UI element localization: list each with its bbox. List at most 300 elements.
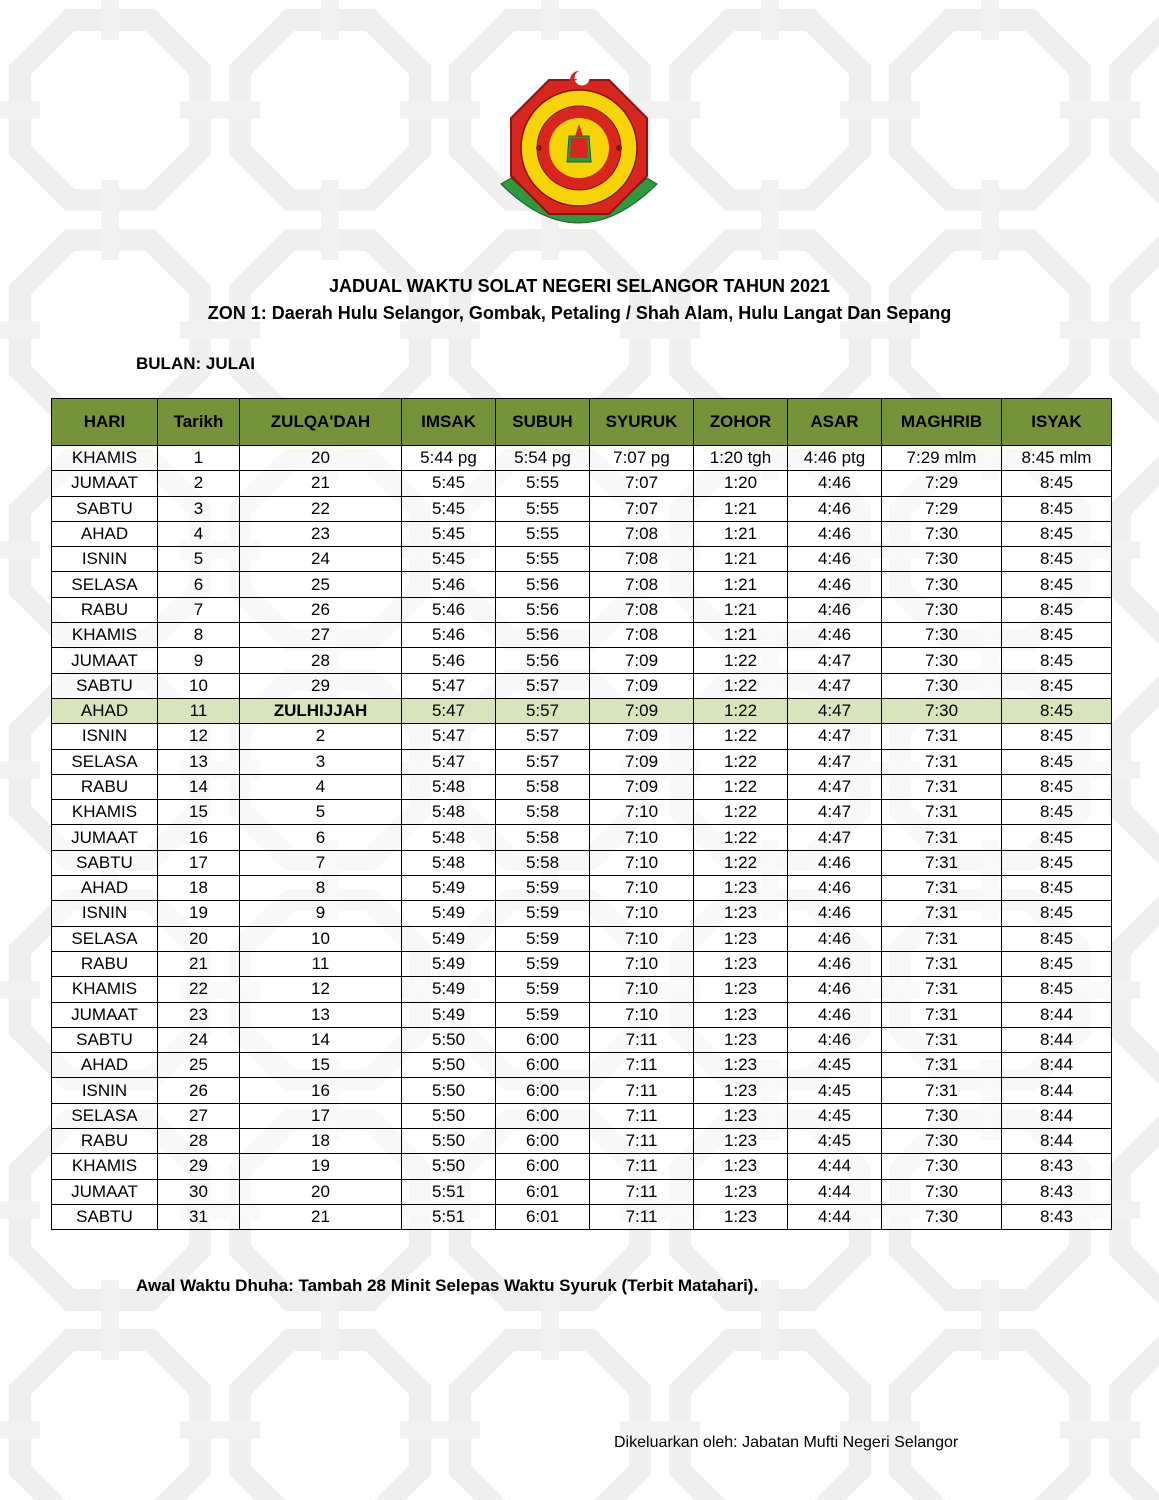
table-cell: 7:10: [590, 951, 694, 976]
table-cell: 6:01: [496, 1204, 590, 1229]
table-row: [52, 724, 1112, 749]
issuer-line: Dikeluarkan oleh: Jabatan Mufti Negeri Selangor: [614, 1434, 959, 1451]
table-cell: 5:49: [402, 876, 496, 901]
table-cell: 7: [240, 850, 402, 875]
table-cell: 5:57: [496, 673, 590, 698]
table-cell: 7:08: [590, 521, 694, 546]
table-cell: 7:30: [882, 1154, 1002, 1179]
table-cell: 9: [158, 648, 240, 673]
table-cell: 5:46: [402, 597, 496, 622]
table-cell: 5:59: [496, 926, 590, 951]
table-cell: 8:45: [1002, 876, 1112, 901]
table-cell: 8:44: [1002, 1103, 1112, 1128]
table-cell: 12: [240, 977, 402, 1002]
table-cell: 7:30: [882, 1179, 1002, 1204]
table-row: [52, 446, 1112, 471]
table-cell: 1:22: [694, 850, 788, 875]
table-cell: 20: [240, 446, 402, 471]
table-cell: 8:45 mlm: [1002, 446, 1112, 471]
table-cell: 6:00: [496, 1027, 590, 1052]
table-cell: 4:46: [788, 876, 882, 901]
table-cell: 1:23: [694, 1002, 788, 1027]
table-cell: 4:46: [788, 1002, 882, 1027]
table-cell: 13: [240, 1002, 402, 1027]
table-cell: 3: [158, 496, 240, 521]
table-cell: 7:31: [882, 724, 1002, 749]
table-cell: 8:45: [1002, 774, 1112, 799]
table-cell: 5:47: [402, 749, 496, 774]
table-cell: AHAD: [52, 876, 158, 901]
table-cell: 31: [158, 1204, 240, 1229]
table-cell: 5:51: [402, 1204, 496, 1229]
table-cell: 8:45: [1002, 572, 1112, 597]
table-cell: JUMAAT: [52, 648, 158, 673]
table-cell: 24: [158, 1027, 240, 1052]
table-cell: 28: [240, 648, 402, 673]
table-row: [52, 749, 1112, 774]
table-cell: 7:31: [882, 901, 1002, 926]
table-cell: 5:55: [496, 547, 590, 572]
table-cell: 4:45: [788, 1078, 882, 1103]
table-cell: ISNIN: [52, 901, 158, 926]
table-cell: 1:23: [694, 1204, 788, 1229]
month-label: BULAN: JULAI: [136, 354, 255, 373]
table-cell: 4:45: [788, 1103, 882, 1128]
table-cell: 5:59: [496, 977, 590, 1002]
table-row: [52, 572, 1112, 597]
table-cell: 5:46: [402, 623, 496, 648]
table-cell: 7:30: [882, 1129, 1002, 1154]
table-cell: 1:22: [694, 648, 788, 673]
table-cell: 8:43: [1002, 1204, 1112, 1229]
table-cell: 20: [158, 926, 240, 951]
table-cell: 5:47: [402, 673, 496, 698]
column-header: HARI: [52, 399, 158, 446]
table-cell: 19: [158, 901, 240, 926]
table-cell: 3: [240, 749, 402, 774]
table-cell: 5:55: [496, 471, 590, 496]
table-header-row: [52, 399, 1112, 446]
table-cell: 5:59: [496, 901, 590, 926]
table-cell: SELASA: [52, 926, 158, 951]
table-cell: KHAMIS: [52, 977, 158, 1002]
table-cell: 5:45: [402, 547, 496, 572]
table-cell: 7:11: [590, 1129, 694, 1154]
table-cell: 4:47: [788, 825, 882, 850]
table-row: [52, 850, 1112, 875]
table-cell: 12: [158, 724, 240, 749]
table-cell: 1: [158, 446, 240, 471]
table-cell: 28: [158, 1129, 240, 1154]
table-cell: 8: [158, 623, 240, 648]
table-cell: 4:46: [788, 951, 882, 976]
table-row: [52, 926, 1112, 951]
table-cell: 8:45: [1002, 521, 1112, 546]
table-row: [52, 774, 1112, 799]
table-row: [52, 1027, 1112, 1052]
table-cell: 7:10: [590, 850, 694, 875]
table-row: [52, 800, 1112, 825]
table-cell: 7:31: [882, 977, 1002, 1002]
table-row: [52, 951, 1112, 976]
table-row: [52, 648, 1112, 673]
table-cell: 5: [240, 800, 402, 825]
table-cell: 29: [158, 1154, 240, 1179]
table-cell: 1:21: [694, 496, 788, 521]
table-cell: 4:44: [788, 1204, 882, 1229]
table-cell: 7:07: [590, 496, 694, 521]
table-cell: 8:45: [1002, 698, 1112, 723]
table-row: [52, 673, 1112, 698]
table-cell: 21: [240, 1204, 402, 1229]
table-cell: 6:00: [496, 1154, 590, 1179]
table-row: [52, 1129, 1112, 1154]
table-cell: 1:22: [694, 825, 788, 850]
table-cell: 7:29 mlm: [882, 446, 1002, 471]
table-cell: 7:30: [882, 572, 1002, 597]
table-cell: 2: [158, 471, 240, 496]
table-cell: 5:59: [496, 876, 590, 901]
table-cell: 8:44: [1002, 1053, 1112, 1078]
table-cell: 5:58: [496, 825, 590, 850]
table-row: [52, 825, 1112, 850]
table-cell: 5:45: [402, 496, 496, 521]
table-cell: 7:09: [590, 648, 694, 673]
table-cell: 4:47: [788, 800, 882, 825]
table-cell: 1:23: [694, 1179, 788, 1204]
table-cell: 5:50: [402, 1103, 496, 1128]
table-cell: 5:54 pg: [496, 446, 590, 471]
column-header: MAGHRIB: [882, 399, 1002, 446]
table-cell: 4:46: [788, 572, 882, 597]
table-cell: 8:44: [1002, 1078, 1112, 1103]
table-cell: 6:00: [496, 1078, 590, 1103]
table-cell: 4:45: [788, 1129, 882, 1154]
table-cell: 7:30: [882, 648, 1002, 673]
dhuha-note: Awal Waktu Dhuha: Tambah 28 Minit Selepas Waktu Syuruk (Terbit Matahari).: [136, 1276, 759, 1295]
table-cell: 30: [158, 1179, 240, 1204]
table-cell: AHAD: [52, 521, 158, 546]
table-cell: 4:46: [788, 901, 882, 926]
table-row: [52, 471, 1112, 496]
document-title: JADUAL WAKTU SOLAT NEGERI SELANGOR TAHUN 2021: [328, 276, 831, 296]
table-cell: 8:45: [1002, 825, 1112, 850]
table-cell: 1:22: [694, 724, 788, 749]
table-cell: 7:30: [882, 1204, 1002, 1229]
table-cell: SABTU: [52, 496, 158, 521]
table-cell: 5:50: [402, 1053, 496, 1078]
table-cell: 8:45: [1002, 951, 1112, 976]
table-cell: 1:22: [694, 774, 788, 799]
table-cell: 25: [158, 1053, 240, 1078]
table-cell: 4:46 ptg: [788, 446, 882, 471]
table-cell: 5:55: [496, 521, 590, 546]
column-header: ZOHOR: [694, 399, 788, 446]
table-cell: 8:44: [1002, 1027, 1112, 1052]
table-cell: RABU: [52, 774, 158, 799]
table-cell: 5:48: [402, 800, 496, 825]
table-cell: KHAMIS: [52, 446, 158, 471]
table-cell: 4:47: [788, 724, 882, 749]
table-row: [52, 1002, 1112, 1027]
table-cell: 4:44: [788, 1179, 882, 1204]
table-cell: 5: [158, 547, 240, 572]
table-cell: 11: [240, 951, 402, 976]
table-cell: 7:11: [590, 1103, 694, 1128]
table-cell: 18: [158, 876, 240, 901]
table-cell: 7:31: [882, 774, 1002, 799]
table-row: [52, 1154, 1112, 1179]
table-cell: 4:46: [788, 496, 882, 521]
table-cell: 5:48: [402, 825, 496, 850]
table-cell: 8:45: [1002, 547, 1112, 572]
table-cell: 18: [240, 1129, 402, 1154]
table-cell: SELASA: [52, 749, 158, 774]
table-cell: KHAMIS: [52, 1154, 158, 1179]
table-cell: 13: [158, 749, 240, 774]
table-cell: 8:44: [1002, 1129, 1112, 1154]
table-cell: 8:43: [1002, 1179, 1112, 1204]
table-cell: 7:11: [590, 1154, 694, 1179]
table-cell: 5:47: [402, 724, 496, 749]
table-cell: 7:31: [882, 1027, 1002, 1052]
table-cell: 4:47: [788, 673, 882, 698]
table-cell: 7: [158, 597, 240, 622]
table-cell: 6:00: [496, 1129, 590, 1154]
table-cell: 8:45: [1002, 597, 1112, 622]
table-cell: 7:10: [590, 800, 694, 825]
table-cell: 8:45: [1002, 926, 1112, 951]
table-cell: 7:31: [882, 876, 1002, 901]
table-cell: 4:46: [788, 1027, 882, 1052]
table-row: [52, 1053, 1112, 1078]
table-row: [52, 1179, 1112, 1204]
table-cell: SABTU: [52, 1027, 158, 1052]
table-cell: 4:47: [788, 698, 882, 723]
table-cell: 8:45: [1002, 471, 1112, 496]
table-cell: 7:09: [590, 724, 694, 749]
table-cell: 7:10: [590, 901, 694, 926]
table-row: [52, 623, 1112, 648]
table-cell: 1:23: [694, 1027, 788, 1052]
table-cell: 9: [240, 901, 402, 926]
table-cell: 7:11: [590, 1053, 694, 1078]
table-cell: 25: [240, 572, 402, 597]
table-cell: 4:46: [788, 547, 882, 572]
table-cell: 1:22: [694, 800, 788, 825]
table-cell: ISNIN: [52, 724, 158, 749]
table-cell: 7:09: [590, 749, 694, 774]
table-row: [52, 1078, 1112, 1103]
table-cell: 14: [240, 1027, 402, 1052]
table-cell: 1:20: [694, 471, 788, 496]
table-cell: 5:59: [496, 951, 590, 976]
table-cell: 6: [240, 825, 402, 850]
table-row: [52, 876, 1112, 901]
table-cell: JUMAAT: [52, 825, 158, 850]
table-cell: 1:23: [694, 951, 788, 976]
table-row: [52, 597, 1112, 622]
table-cell: 7:30: [882, 547, 1002, 572]
table-cell: 7:11: [590, 1078, 694, 1103]
table-cell: 21: [158, 951, 240, 976]
table-cell: SABTU: [52, 850, 158, 875]
table-cell: 1:23: [694, 1129, 788, 1154]
table-cell: 7:10: [590, 926, 694, 951]
table-cell: 6:00: [496, 1103, 590, 1128]
table-cell: 5:56: [496, 597, 590, 622]
table-row: [52, 698, 1112, 723]
table-cell: 7:31: [882, 1002, 1002, 1027]
table-cell: 4: [240, 774, 402, 799]
table-cell: 8:45: [1002, 749, 1112, 774]
column-header: ISYAK: [1002, 399, 1112, 446]
table-cell: 5:46: [402, 572, 496, 597]
table-cell: 1:23: [694, 1053, 788, 1078]
table-cell: 1:23: [694, 926, 788, 951]
table-cell: 22: [158, 977, 240, 1002]
table-cell: 1:21: [694, 597, 788, 622]
table-cell: 7:10: [590, 977, 694, 1002]
table-cell: 7:30: [882, 623, 1002, 648]
table-cell: 4:45: [788, 1053, 882, 1078]
table-cell: 8:45: [1002, 800, 1112, 825]
table-cell: 5:57: [496, 749, 590, 774]
table-cell: 24: [240, 547, 402, 572]
table-cell: 5:46: [402, 648, 496, 673]
table-cell: 5:45: [402, 521, 496, 546]
table-cell: SELASA: [52, 572, 158, 597]
table-cell: 5:45: [402, 471, 496, 496]
table-cell: 5:47: [402, 698, 496, 723]
table-cell: 5:57: [496, 698, 590, 723]
table-cell: 8:45: [1002, 850, 1112, 875]
table-cell: 7:10: [590, 876, 694, 901]
table-cell: 21: [240, 471, 402, 496]
table-cell: 7:08: [590, 623, 694, 648]
table-cell: 7:08: [590, 547, 694, 572]
table-cell: 29: [240, 673, 402, 698]
table-cell: 19: [240, 1154, 402, 1179]
table-cell: 8:45: [1002, 724, 1112, 749]
table-cell: 8:45: [1002, 673, 1112, 698]
table-cell: 1:21: [694, 572, 788, 597]
table-cell: 20: [240, 1179, 402, 1204]
table-cell: 7:08: [590, 597, 694, 622]
table-cell: 4: [158, 521, 240, 546]
table-cell: 5:50: [402, 1027, 496, 1052]
table-cell: 7:10: [590, 1002, 694, 1027]
table-cell: ISNIN: [52, 1078, 158, 1103]
table-cell: 7:11: [590, 1179, 694, 1204]
table-cell: 16: [158, 825, 240, 850]
table-cell: 1:23: [694, 977, 788, 1002]
table-cell: 15: [158, 800, 240, 825]
table-cell: 4:47: [788, 774, 882, 799]
table-cell: 8:45: [1002, 496, 1112, 521]
table-cell: 4:46: [788, 521, 882, 546]
table-cell: 5:49: [402, 1002, 496, 1027]
table-cell: 5:50: [402, 1129, 496, 1154]
table-cell: 5:49: [402, 901, 496, 926]
table-cell: 6: [158, 572, 240, 597]
table-cell: 5:50: [402, 1078, 496, 1103]
table-cell: 8: [240, 876, 402, 901]
table-cell: 4:46: [788, 597, 882, 622]
table-cell: 1:22: [694, 749, 788, 774]
table-cell: 7:29: [882, 471, 1002, 496]
table-cell: 10: [158, 673, 240, 698]
table-cell: 7:31: [882, 825, 1002, 850]
table-cell: 8:45: [1002, 901, 1112, 926]
table-row: [52, 521, 1112, 546]
table-cell: 7:30: [882, 698, 1002, 723]
table-cell: 7:31: [882, 1053, 1002, 1078]
table-cell: 7:10: [590, 825, 694, 850]
zone-subtitle: ZON 1: Daerah Hulu Selangor, Gombak, Petaling / Shah Alam, Hulu Langat Dan Sepang: [207, 303, 952, 323]
table-cell: 5:56: [496, 648, 590, 673]
table-cell: 7:09: [590, 774, 694, 799]
table-cell: 7:30: [882, 1103, 1002, 1128]
table-cell: 1:22: [694, 673, 788, 698]
table-cell: 7:09: [590, 698, 694, 723]
table-cell: 5:49: [402, 977, 496, 1002]
table-cell: 7:30: [882, 597, 1002, 622]
table-cell: 1:21: [694, 623, 788, 648]
table-cell: 4:47: [788, 749, 882, 774]
table-cell: 4:46: [788, 926, 882, 951]
table-body: [52, 446, 1112, 1230]
table-cell: 1:23: [694, 1154, 788, 1179]
table-cell: 5:50: [402, 1154, 496, 1179]
table-cell: 7:31: [882, 926, 1002, 951]
table-cell: 1:22: [694, 698, 788, 723]
table-cell: 7:08: [590, 572, 694, 597]
table-cell: 5:57: [496, 724, 590, 749]
table-cell: SABTU: [52, 1204, 158, 1229]
table-cell: 1:21: [694, 521, 788, 546]
table-cell: JUMAAT: [52, 471, 158, 496]
table-cell: 5:58: [496, 850, 590, 875]
column-header: SUBUH: [496, 399, 590, 446]
table-cell: 4:46: [788, 977, 882, 1002]
table-cell: 17: [240, 1103, 402, 1128]
table-cell: ISNIN: [52, 547, 158, 572]
table-cell: 5:44 pg: [402, 446, 496, 471]
table-cell: 7:11: [590, 1204, 694, 1229]
table-row: [52, 977, 1112, 1002]
table-cell: 1:20 tgh: [694, 446, 788, 471]
table-cell: 7:09: [590, 673, 694, 698]
table-cell: 4:47: [788, 648, 882, 673]
table-row: [52, 1204, 1112, 1229]
table-row: [52, 547, 1112, 572]
table-cell: 5:59: [496, 1002, 590, 1027]
table-cell: 5:55: [496, 496, 590, 521]
table-cell: JUMAAT: [52, 1002, 158, 1027]
table-cell: 7:31: [882, 850, 1002, 875]
table-cell: JUMAAT: [52, 1179, 158, 1204]
table-cell: 4:46: [788, 623, 882, 648]
table-cell: 23: [158, 1002, 240, 1027]
table-cell: 7:31: [882, 951, 1002, 976]
table-cell: 1:23: [694, 901, 788, 926]
column-header: IMSAK: [402, 399, 496, 446]
table-cell: KHAMIS: [52, 800, 158, 825]
table-cell: 8:45: [1002, 977, 1112, 1002]
table-cell: 27: [240, 623, 402, 648]
table-cell: RABU: [52, 1129, 158, 1154]
